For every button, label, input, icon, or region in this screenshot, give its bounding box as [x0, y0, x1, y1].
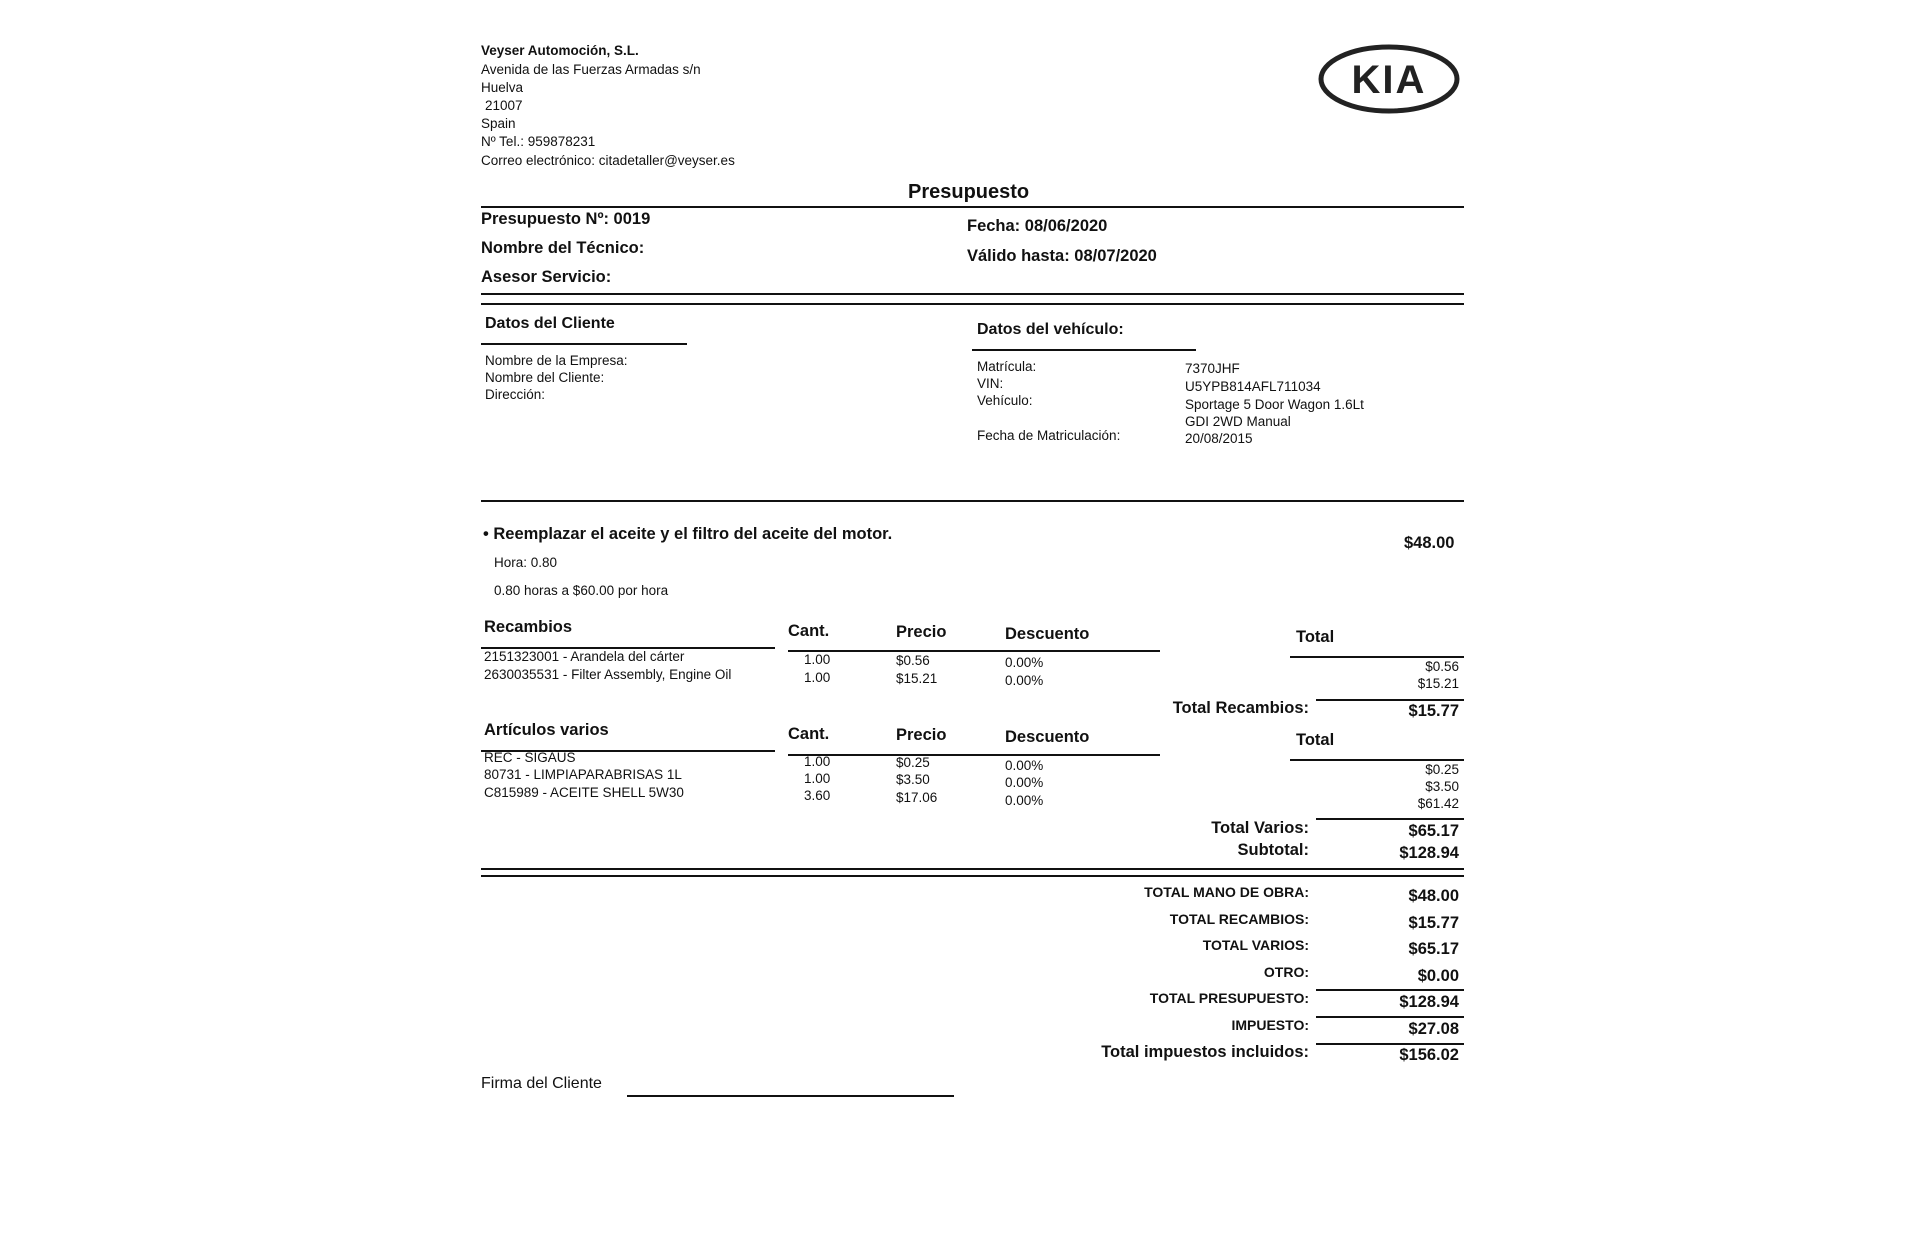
signature-line[interactable] — [627, 1095, 954, 1097]
row-discount: 0.00% — [1005, 758, 1044, 773]
divider — [788, 754, 1160, 756]
job-title: • Reemplazar el aceite y el filtro del aceite del motor. — [483, 525, 893, 543]
summary-value: $65.17 — [1408, 940, 1459, 958]
table-row: 2630035531 - Filter Assembly, Engine Oil — [484, 667, 732, 682]
row-price: $15.21 — [896, 671, 938, 686]
parts-heading: Recambios — [484, 618, 573, 636]
table-row: C815989 - ACEITE SHELL 5W30 — [484, 785, 684, 800]
row-total: $0.56 — [1425, 659, 1459, 674]
quote-date: Fecha: 08/06/2020 — [967, 217, 1108, 235]
subtotal: $128.94 — [1399, 844, 1459, 862]
summary-label: OTRO: — [1263, 964, 1309, 980]
row-qty: 3.60 — [804, 788, 831, 803]
row-discount: 0.00% — [1005, 655, 1044, 670]
logo-text: KIA — [1351, 58, 1427, 102]
signature-label: Firma del Cliente — [481, 1075, 602, 1092]
technician-label: Nombre del Técnico: — [481, 239, 645, 257]
row-price: $0.56 — [896, 653, 930, 668]
row-price: $0.25 — [896, 755, 930, 770]
plate-value: 7370JHF — [1185, 361, 1240, 376]
divider — [481, 303, 1464, 305]
col-total: Total — [1296, 731, 1335, 749]
company-postal: 21007 — [485, 98, 523, 113]
misc-heading: Artículos varios — [484, 721, 609, 739]
row-qty: 1.00 — [804, 754, 831, 769]
divider — [481, 206, 1464, 208]
reg-date-label: Fecha de Matriculación: — [977, 428, 1121, 443]
row-total: $3.50 — [1425, 779, 1459, 794]
vehicle-heading: Datos del vehículo: — [977, 321, 1124, 338]
misc-total-label: Total Varios: — [1211, 819, 1309, 837]
row-discount: 0.00% — [1005, 793, 1044, 808]
vehicle-value: Sportage 5 Door Wagon 1.6Lt — [1185, 397, 1364, 412]
client-name-label: Nombre del Cliente: — [485, 370, 605, 385]
summary-label: TOTAL MANO DE OBRA: — [1144, 884, 1309, 900]
divider — [1316, 1016, 1464, 1018]
advisor-label: Asesor Servicio: — [481, 268, 612, 286]
divider — [481, 343, 687, 345]
divider — [1316, 1043, 1464, 1045]
col-qty: Cant. — [788, 622, 830, 640]
summary-value: $27.08 — [1408, 1020, 1459, 1038]
divider — [972, 349, 1196, 351]
company-country: Spain — [481, 116, 516, 131]
divider — [1290, 759, 1464, 761]
summary-value: $15.77 — [1408, 914, 1459, 932]
summary-label: IMPUESTO: — [1231, 1017, 1309, 1033]
col-price: Precio — [896, 726, 947, 744]
divider — [1316, 818, 1464, 820]
reg-date-value: 20/08/2015 — [1185, 431, 1253, 446]
company-city: Huelva — [481, 80, 524, 95]
row-total: $61.42 — [1417, 796, 1459, 811]
table-row: 2151323001 - Arandela del cárter — [484, 649, 685, 664]
col-total: Total — [1296, 628, 1335, 646]
vehicle-value-2: GDI 2WD Manual — [1185, 414, 1291, 429]
summary-value: $128.94 — [1399, 993, 1459, 1011]
divider — [1316, 699, 1464, 701]
misc-total: $65.17 — [1408, 822, 1459, 840]
plate-label: Matrícula: — [977, 359, 1037, 374]
col-discount: Descuento — [1005, 625, 1090, 643]
col-discount: Descuento — [1005, 728, 1090, 746]
job-hours: Hora: 0.80 — [494, 555, 558, 570]
divider — [1316, 989, 1464, 991]
company-email: Correo electrónico: citadetaller@veyser.es — [481, 153, 735, 168]
client-heading: Datos del Cliente — [485, 315, 615, 332]
row-total: $0.25 — [1425, 762, 1459, 777]
parts-total-label: Total Recambios: — [1172, 699, 1309, 717]
summary-value: $156.02 — [1399, 1046, 1459, 1064]
divider — [481, 500, 1464, 502]
divider — [481, 868, 1464, 870]
kia-logo — [1318, 43, 1460, 115]
row-discount: 0.00% — [1005, 775, 1044, 790]
summary-label: TOTAL PRESUPUESTO: — [1149, 990, 1309, 1006]
row-qty: 1.00 — [804, 652, 831, 667]
table-row: REC - SIGAUS — [484, 750, 576, 765]
divider — [481, 875, 1464, 877]
job-rate: 0.80 horas a $60.00 por hora — [494, 583, 669, 598]
job-price: $48.00 — [1404, 534, 1455, 552]
row-price: $17.06 — [896, 790, 938, 805]
page-title: Presupuesto — [908, 181, 1030, 203]
summary-value: $0.00 — [1417, 967, 1459, 985]
table-row: 80731 - LIMPIAPARABRISAS 1L — [484, 767, 682, 782]
vin-label: VIN: — [977, 376, 1004, 391]
vehicle-label: Vehículo: — [977, 393, 1033, 408]
valid-until: Válido hasta: 08/07/2020 — [967, 247, 1157, 265]
client-address-label: Dirección: — [485, 387, 546, 402]
summary-label: Total impuestos incluidos: — [1101, 1043, 1309, 1061]
company-label: Nombre de la Empresa: — [485, 353, 628, 368]
row-discount: 0.00% — [1005, 673, 1044, 688]
summary-value: $48.00 — [1408, 887, 1459, 905]
divider — [788, 650, 1160, 652]
row-total: $15.21 — [1417, 676, 1459, 691]
company-name: Veyser Automoción, S.L. — [481, 43, 639, 58]
company-address: Avenida de las Fuerzas Armadas s/n — [481, 62, 701, 77]
summary-label: TOTAL RECAMBIOS: — [1169, 911, 1309, 927]
col-price: Precio — [896, 623, 947, 641]
company-phone: Nº Tel.: 959878231 — [481, 134, 596, 149]
row-qty: 1.00 — [804, 771, 831, 786]
subtotal-label: Subtotal: — [1237, 841, 1309, 859]
row-qty: 1.00 — [804, 670, 831, 685]
parts-total: $15.77 — [1408, 702, 1459, 720]
row-price: $3.50 — [896, 772, 930, 787]
vin-value: U5YPB814AFL711034 — [1185, 379, 1321, 394]
divider — [1290, 656, 1464, 658]
col-qty: Cant. — [788, 725, 830, 743]
summary-label: TOTAL VARIOS: — [1202, 937, 1309, 953]
quote-number: Presupuesto Nº: 0019 — [481, 210, 651, 228]
divider — [481, 293, 1464, 295]
